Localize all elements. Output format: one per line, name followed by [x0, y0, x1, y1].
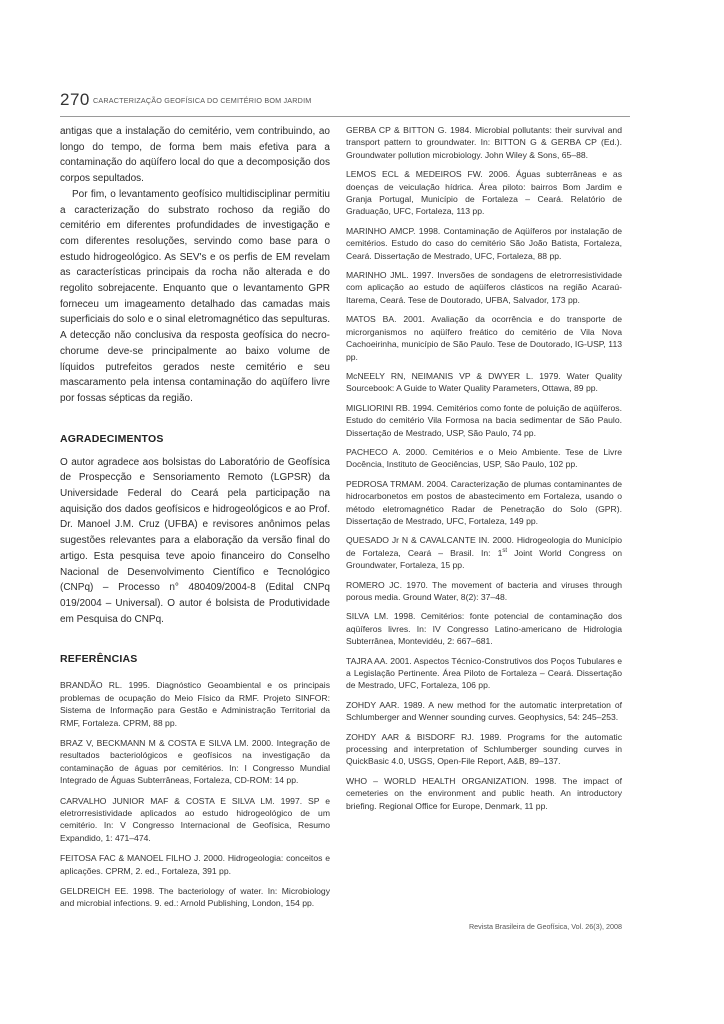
body-paragraph: antigas que a instalação do cemitério, vem contribuindo, ao longo do tempo, de forma bem mais efetiva para a contaminação do aqüífero local do que a decomposição dos corpos sepultados.	[60, 126, 330, 185]
page-header	[60, 90, 630, 117]
reference-item: McNEELY RN, NEIMANIS VP & DWYER L. 1979. Water Quality Sourcebook: A Guide to Water Quality Parameters, Ottawa, 89 pp.	[346, 370, 622, 394]
acknowledgements-text: O autor agradece aos bolsistas do Laboratório de Geofísica de Prospecção e Sensoriamento Remoto (LGPSR) da Universidade Federal do Ceará pela participação na aquisição dos dados geofísicos e hidrogeológicos e ao Prof. Dr. Manoel J.M. Cruz (UFBA) e revisores anônimos pelas sugestões relevantes para a elaboração da versão final do artigo. Esta pesquisa teve apoio financeiro do Conselho Nacional de Desenvolvimento Científico e Tecnológico (CNPq) – Processo n° 480409/2004-8 (Edital CNPq 019/2004 – Universal). O autor é bolsista de Produtividade em Pesquisa do CNPq.	[60, 456, 330, 625]
journal-footer: Revista Brasileira de Geofísica, Vol. 26(3), 2008	[468, 922, 622, 931]
references-heading: REFERÊNCIAS	[60, 653, 138, 666]
reference-item: TAJRA AA. 2001. Aspectos Técnico-Construtivos dos Poços Tubulares e a Legislação Pertinente. Área Piloto de Fortaleza – Ceará. Dissertação de Mestrado, UFC, Fortaleza, 106 pp.	[346, 655, 622, 691]
reference-item: FEITOSA FAC & MANOEL FILHO J. 2000. Hidrogeologia: conceitos e aplicações. CPRM, 2. ed., Fortaleza, 391 pp.	[60, 853, 330, 876]
reference-item: GELDREICH EE. 1998. The bacteriology of water. In: Microbiology and microbial infections. 9. ed.: Arnold Publishing, London, 154 pp.	[60, 886, 330, 909]
reference-item: LEMOS ECL & MEDEIROS FW. 2006. Águas subterrâneas e as doenças de veiculação hídrica. Área piloto: bairros Bom Jardim e Granja Portugal, Município de Fortaleza – Ceará. Relatório de Graduação, UFC, Fortaleza, 113 pp.	[346, 169, 622, 217]
reference-item: CARVALHO JUNIOR MAF & COSTA E SILVA LM. 1997. SP e eletrorresistividade aplicados ao estudo hidrogeológico de um cemitério. In: V Congresso Internacional de Geofísica, Resumo Expandido, 1: 471–474.	[60, 795, 330, 843]
reference-item: BRANDÃO RL. 1995. Diagnóstico Geoambiental e os principais problemas de ocupação do Meio Físico da RMF. Projeto SINFOR: Sistema de Informação para Gestão e Administração Territorial da RMF, Fortaleza. CPRM, 88 pp.	[60, 680, 330, 728]
acknowledgements-heading: AGRADECIMENTOS	[60, 432, 164, 445]
reference-item: PEDROSA TRMAM. 2004. Caracterização de plumas contaminantes de hidrocarbonetos em postos de abastecimento em Fortaleza, usando o método eletromagnético Radar de Penetração do Solo (GPR). Dissertação de Mestrado, UFC, Fortaleza, 149 pp.	[346, 478, 622, 526]
reference-item: BRAZ V, BECKMANN M & COSTA E SILVA LM. 2000. Integração de resultados bacteriológicos e geofísicos na investigação da contaminação de águas por cemitérios. In: I Congresso Mundial Integrado de Águas Subterrâneas, Fortaleza, CD-ROM: 14 pp.	[60, 738, 330, 786]
reference-item: ZOHDY AAR & BISDORF RJ. 1989. Programs for the automatic processing and interpretation of Schlumberger sounding curves in QuickBasic 4.0, USGS, Open-File Report, A&B, 89–137.	[346, 731, 622, 767]
references-list-left	[60, 679, 330, 910]
ordinal-superscript: st	[502, 547, 508, 554]
reference-item: MIGLIORINI RB. 1994. Cemitérios como fonte de poluição de aqüíferos. Estudo do cemitério Vila Formosa na bacia sedimentar de São Paulo. Dissertação de Mestrado, USP, São Paulo, 74 pp.	[346, 402, 622, 438]
reference-item: WHO – WORLD HEALTH ORGANIZATION. 1998. The impact of cemeteries on the environment and public heath. An introductory briefing. Regional Office for Europe, Denmark, 11 pp.	[346, 775, 622, 811]
running-title: CARACTERIZAÇÃO GEOFÍSICA DO CEMITÉRIO BOM JARDIM	[93, 96, 312, 105]
reference-item: PACHECO A. 2000. Cemitérios e o Meio Ambiente. Tese de Livre Docência, Instituto de Geociências, USP, São Paulo, 102 pp.	[346, 446, 622, 470]
reference-item: MARINHO AMCP. 1998. Contaminação de Aqüíferos por instalação de cemitérios. Estudo do caso do cemitério São João Batista, Fortaleza, Ceará. Dissertação de Mestrado, UFC, Fortaleza, 88 pp.	[346, 225, 622, 261]
body-paragraph: Por fim, o levantamento geofísico multidisciplinar permitiu a caracterização do substrato rochoso da região do cemitério em diferentes profundidades de investigação e com diferentes resoluções, servindo como base para o estudo hidrogeológico. As SEV's e os perfis de EM revelam as características principais da rocha não alterada e do regolito sobrejacente. Enquanto que o levantamento GPR forneceu um imageamento detalhado das camadas mais superficiais do solo e o sinal eletromagnético das sepulturas. A detecção não conclusiva da resposta geofísica do necro-chorume deve-se principalmente ao baixo volume de líquidos putrefeitos gerados neste cemitério e seu mascaramento pela intensa contaminação do aqüífero livre por fossas sépticas da região.	[60, 188, 330, 404]
reference-item: MATOS BA. 2001. Avaliação da ocorrência e do transporte de microrganismos no aqüífero freático do cemitério de Vila Nova Cachoeirinha, município de São Paulo. Tese de Doutorado, IG-USP, 113 pp.	[346, 314, 622, 362]
reference-item: ROMERO JC. 1970. The movement of bacteria and viruses through porous media. Ground Water, 8(2): 37–48.	[346, 579, 622, 602]
reference-text: QUESADO Jr N & CAVALCANTE IN. 2000. Hidrogeologia do Município de Fortaleza, Ceará – Brasil. In: 1	[346, 535, 622, 558]
reference-item: MARINHO JML. 1997. Inversões de sondagens de eletrorresistividade com aplicação ao estudo de aqüíferos clásticos na região Acaraú-Itarema, Ceará. Tese de Doutorado, UFBA, Salvador, 173 pp.	[346, 270, 622, 305]
left-column	[60, 124, 330, 918]
reference-text: Joint World Congress on Groundwater, Fortaleza, 15 pp.	[346, 547, 623, 571]
reference-item: GERBA CP & BITTON G. 1984. Microbial pollutants: their survival and transport pattern to groundwater. In: BITTON G & GERBA CP (Ed.). Groundwater pollution microbiology. John Wiley & Sons, 65–88.	[346, 125, 622, 160]
reference-item: ZOHDY AAR. 1989. A new method for the automatic interpretation of Schlumberger and Wenner sounding curves. Geophysics, 54: 245–253.	[346, 699, 622, 723]
reference-item	[346, 534, 622, 571]
page-number: 270	[60, 90, 90, 109]
reference-item: SILVA LM. 1998. Cemitérios: fonte potencial de contaminação dos aqüíferos livres. In: IV Congresso Latino-americano de Hidrologia Subterrânea, Montevidéu, 2: 667–681.	[346, 611, 622, 647]
right-column	[346, 124, 622, 819]
references-list-right	[346, 124, 622, 812]
